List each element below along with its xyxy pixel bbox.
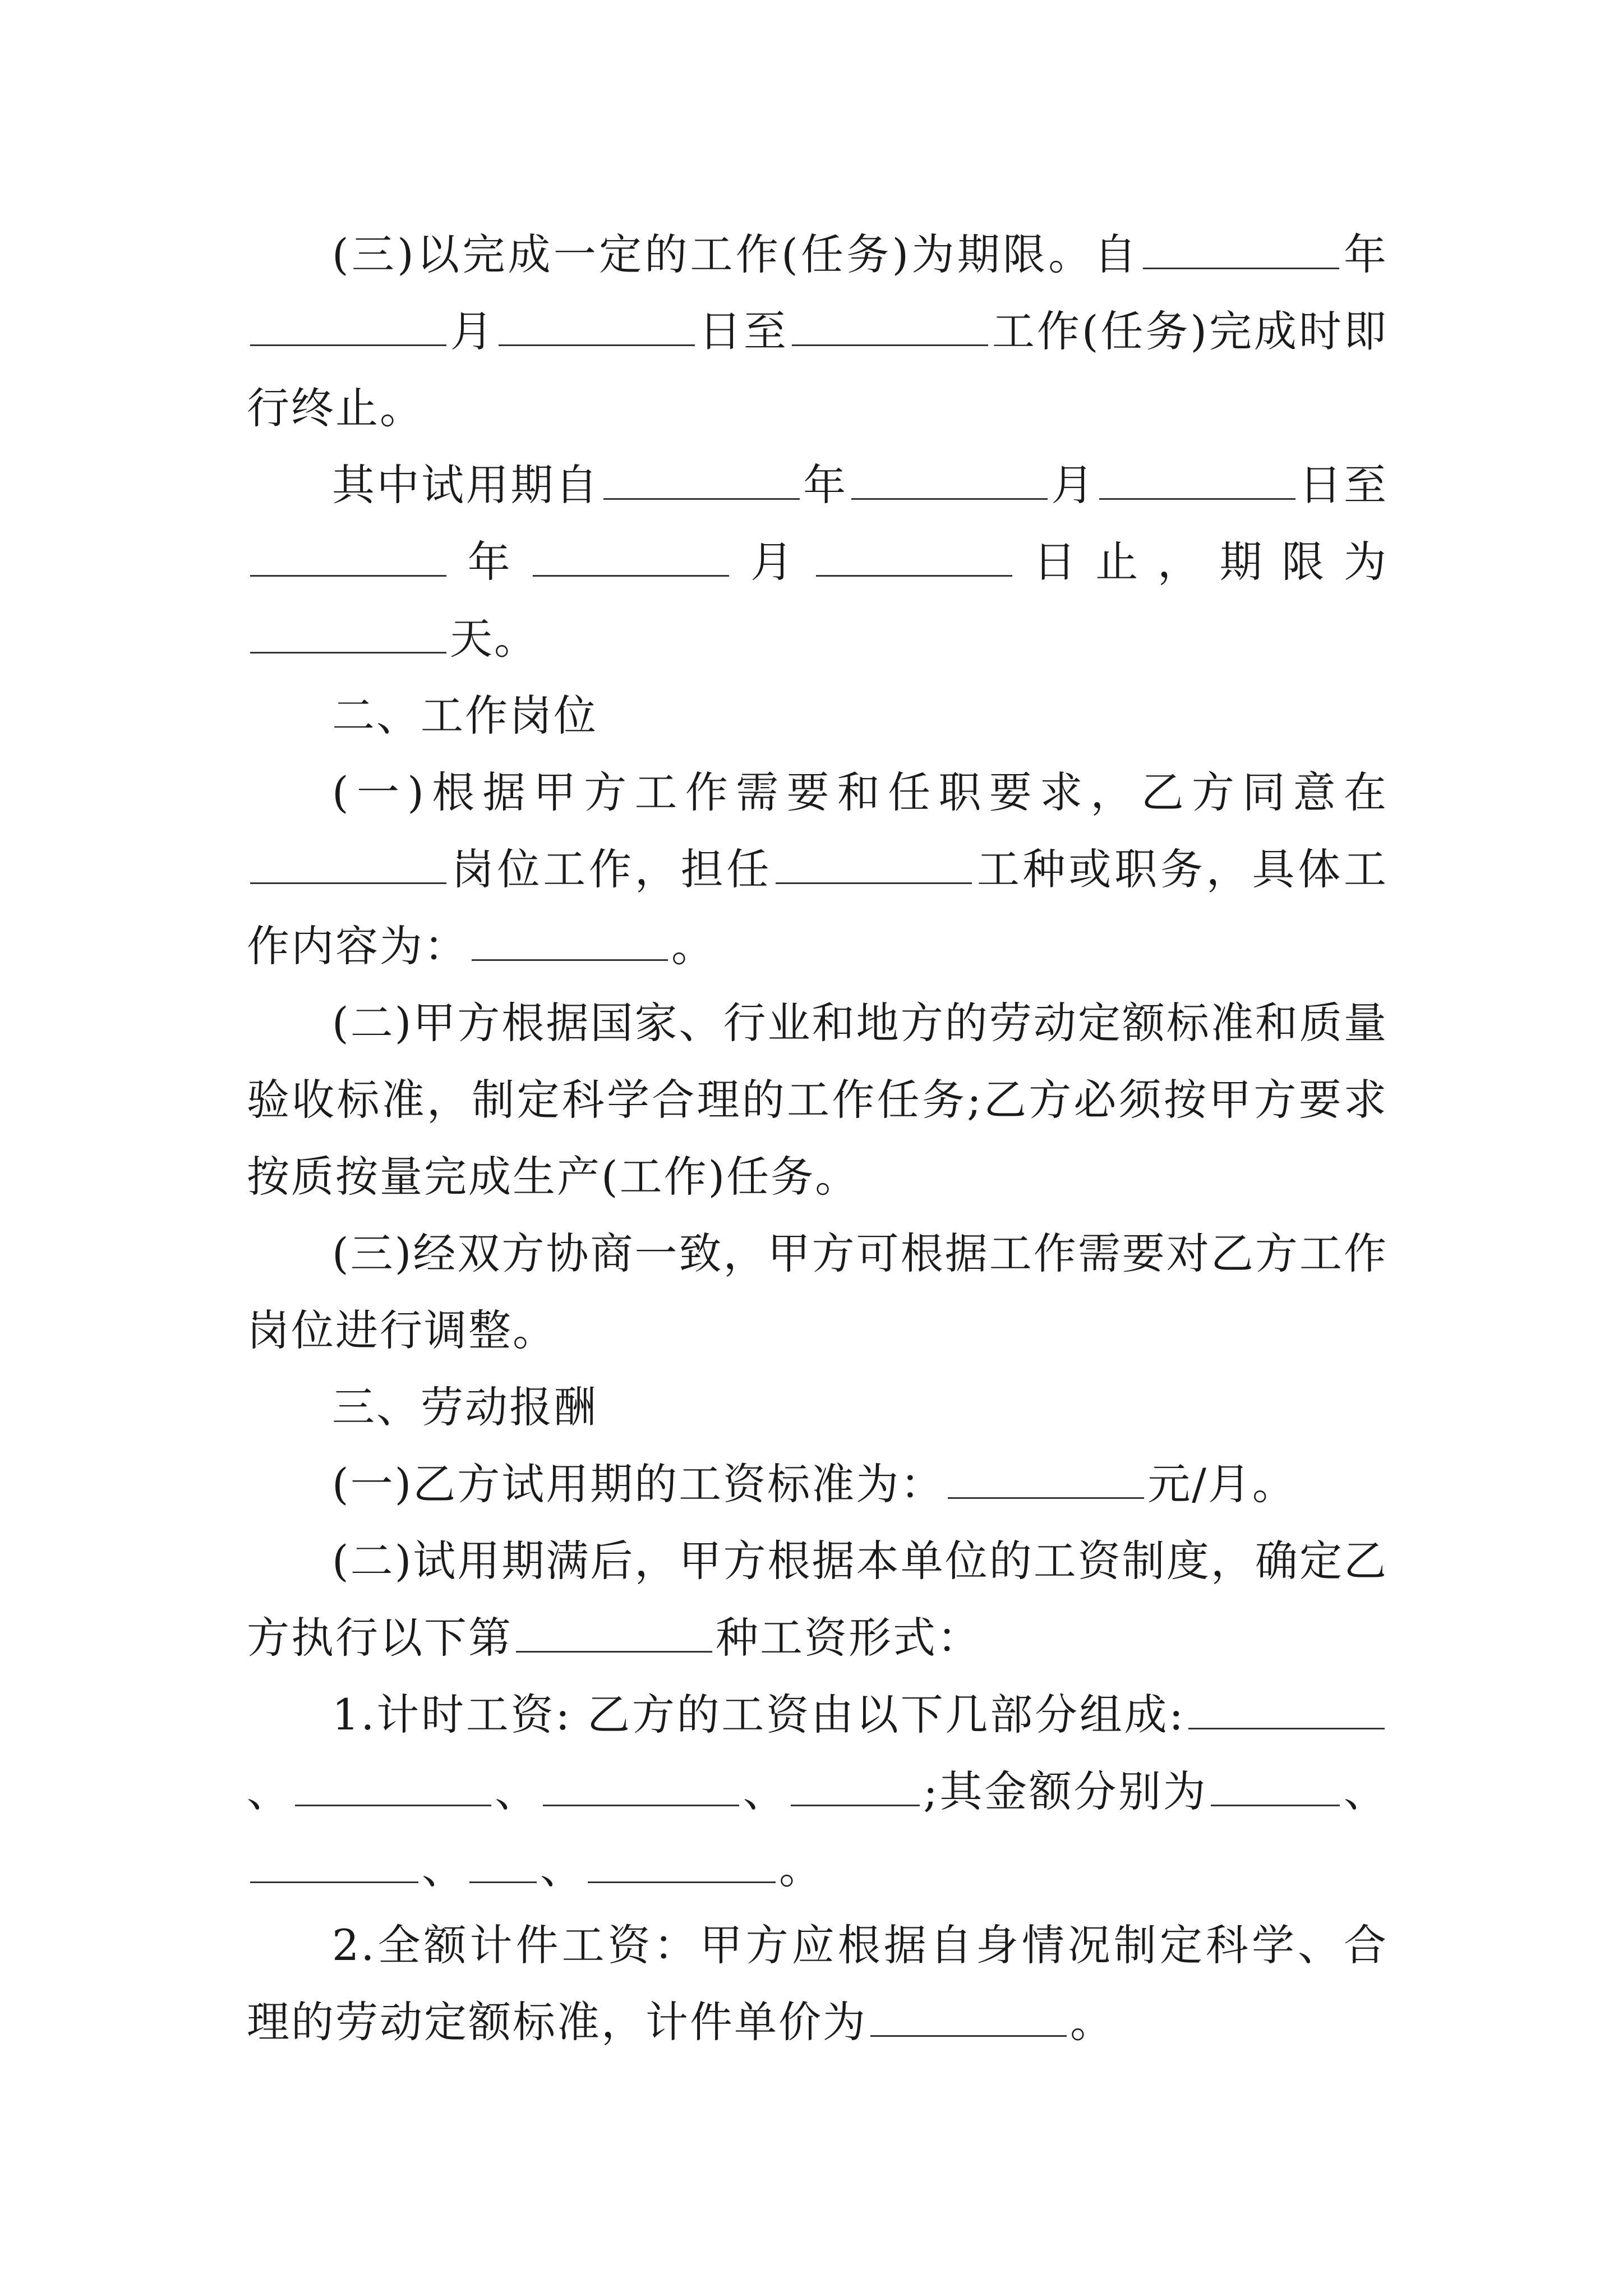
text: 岗位工作，担任 xyxy=(450,844,773,894)
text: 、 xyxy=(540,1843,584,1893)
text: 种工资形式： xyxy=(716,1613,981,1663)
contract-body xyxy=(247,216,1388,2060)
blank-field[interactable] xyxy=(870,1997,1067,2037)
blank-field[interactable] xyxy=(250,537,446,577)
paragraph-position-adjustment: (三)经双方协商一致，甲方可根据工作需要对乙方工作岗位进行调整。 xyxy=(247,1228,1388,1355)
blank-field[interactable] xyxy=(543,1766,739,1806)
text: 、 xyxy=(247,1766,292,1816)
text: (三)以完成一定的工作(任务)为期限。自 xyxy=(332,229,1140,279)
section-heading-remuneration: 三、劳动报酬 xyxy=(332,1382,598,1432)
blank-field[interactable] xyxy=(603,460,800,500)
text: 日至 xyxy=(698,306,789,356)
text: 1.计时工资: 乙方的工资由以下几部分组成: xyxy=(332,1690,1185,1740)
text: 元/月。 xyxy=(1147,1459,1297,1509)
paragraph-probation-wage xyxy=(247,1446,1388,1522)
text: 天。 xyxy=(450,614,538,664)
blank-field[interactable] xyxy=(776,844,972,884)
blank-field[interactable] xyxy=(791,1766,920,1806)
blank-field[interactable] xyxy=(1211,1766,1340,1806)
paragraph-time-wage xyxy=(247,1676,1388,1907)
text: (一)乙方试用期的工资标准为： xyxy=(332,1459,945,1509)
text: 日止，期限为 xyxy=(1015,537,1389,587)
blank-field[interactable] xyxy=(472,921,668,961)
text: 年 xyxy=(803,460,848,510)
text: 、 xyxy=(422,1843,466,1893)
blank-field[interactable] xyxy=(816,537,1012,577)
blank-field[interactable] xyxy=(250,306,446,346)
blank-field[interactable] xyxy=(533,537,729,577)
blank-field[interactable] xyxy=(250,844,446,884)
paragraph-piece-wage xyxy=(247,1907,1388,2060)
paragraph-wage-form xyxy=(247,1522,1388,1676)
text: ;其金额分别为 xyxy=(923,1766,1208,1816)
blank-field[interactable] xyxy=(469,1843,537,1883)
section-heading-position: 二、工作岗位 xyxy=(332,691,598,740)
text: 。 xyxy=(671,921,716,971)
text: 、 xyxy=(742,1766,788,1816)
text: 。 xyxy=(1070,1997,1114,2047)
blank-field[interactable] xyxy=(948,1459,1144,1499)
text: (一)根据甲方工作需要和任职要求，乙方同意在 xyxy=(332,767,1388,817)
text: 。 xyxy=(779,1843,823,1893)
paragraph-term-task xyxy=(247,216,1388,447)
text: 年 xyxy=(1342,229,1389,279)
blank-field[interactable] xyxy=(851,460,1048,500)
text: 月 xyxy=(1050,460,1096,510)
blank-field[interactable] xyxy=(792,306,988,346)
blank-field[interactable] xyxy=(250,614,446,654)
text: 其中试用期自 xyxy=(332,460,600,510)
blank-field[interactable] xyxy=(1143,229,1339,269)
text: 日至 xyxy=(1298,460,1389,510)
blank-field[interactable] xyxy=(499,306,695,346)
blank-field[interactable] xyxy=(250,1843,418,1883)
text: 、 xyxy=(1343,1766,1389,1816)
text: 2.全额计件工资：甲方应根据自身情况制定科学、合理的劳动定额标准，计件单价为 xyxy=(247,1920,1388,2047)
text: 、 xyxy=(494,1766,540,1816)
paragraph-probation xyxy=(247,447,1388,677)
blank-field[interactable] xyxy=(1188,1690,1385,1729)
blank-field[interactable] xyxy=(1099,460,1295,500)
text: 工种或职务，具体工作内容为： xyxy=(247,844,1389,971)
blank-field[interactable] xyxy=(588,1843,776,1883)
text: 工作(任务)完成时即行终止。 xyxy=(247,306,1388,433)
paragraph-position-agreement xyxy=(247,754,1388,984)
blank-field[interactable] xyxy=(295,1766,491,1806)
text: 月 xyxy=(450,306,495,356)
paragraph-work-standards: (二)甲方根据国家、行业和地方的劳动定额标准和质量验收标准，制定科学合理的工作任务;乙方必须按甲方要求按质按量完成生产(工作)任务。 xyxy=(247,998,1388,1202)
text: 年 xyxy=(450,537,530,587)
blank-field[interactable] xyxy=(516,1613,712,1653)
text: (二)试用期满后，甲方根据本单位的工资制度，确定乙方执行以下第 xyxy=(247,1536,1388,1663)
text: 月 xyxy=(732,537,813,587)
